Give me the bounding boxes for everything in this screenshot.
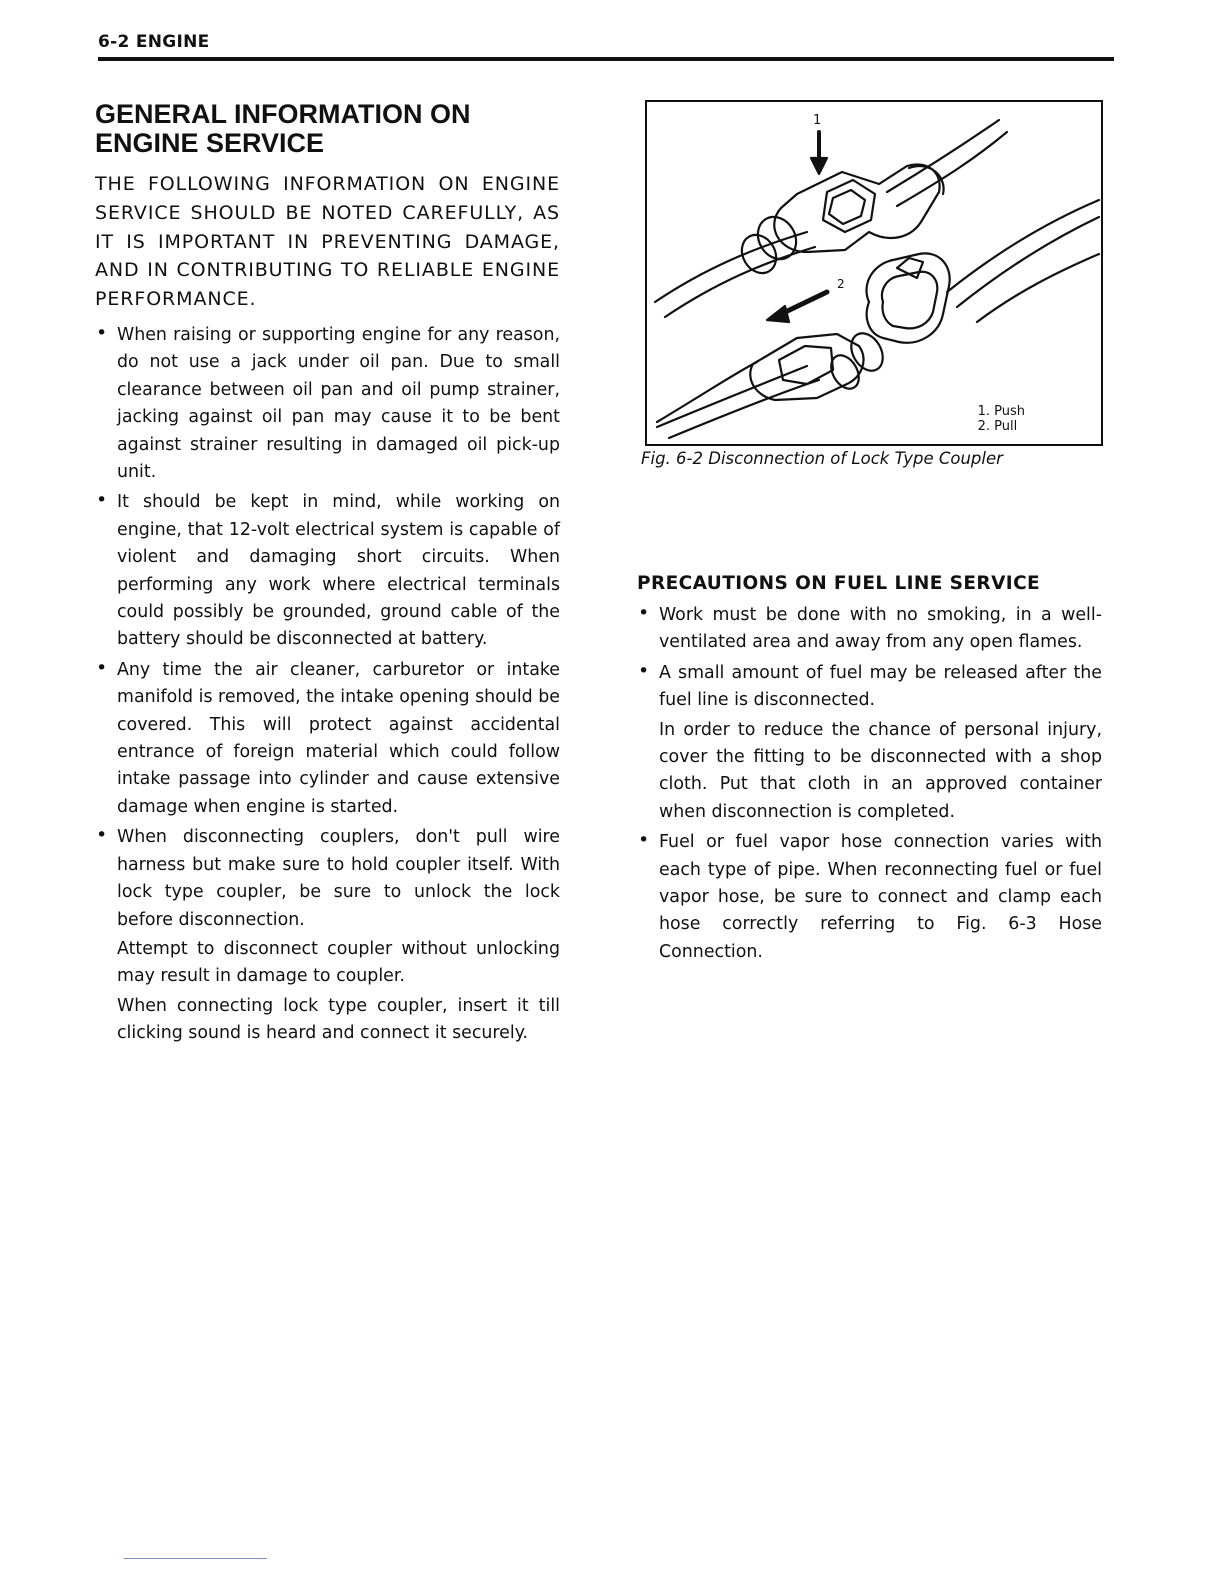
list-item-text: • Any time the air cleaner, carburetor or intake manifold is removed, the intake opening should be covered. This will protect against accidental entrance of foreign material which could follow intake passage into cylinder and cause extensive damage when engine is started. <box>117 659 560 817</box>
figure-caption: Fig. 6-2 Disconnection of Lock Type Coupler <box>641 449 1003 468</box>
callout-pull: 2. Pull <box>977 419 1018 434</box>
header-rule <box>98 57 1114 61</box>
fuel-line-heading: PRECAUTIONS ON FUEL LINE SERVICE <box>637 573 1041 594</box>
footer-underline <box>124 1558 267 1559</box>
list-item-text: • It should be kept in mind, while working on engine, that 12-volt electrical system is capable of violent and damaging short circuits. When performing any work where electrical terminals could possibly be grounded, ground cable of the battery should be disconnected at battery. <box>117 492 560 650</box>
list-item-note: When connecting lock type coupler, insert it till clicking sound is heard and connect it securely. <box>117 995 560 1044</box>
fuel-line-list <box>637 602 1102 966</box>
list-item <box>95 657 560 821</box>
left-column <box>95 100 560 1051</box>
list-item-text: • A small amount of fuel may be released after the fuel line is disconnected. <box>659 662 1102 711</box>
list-item-text: • When raising or supporting engine for any reason, do not use a jack under oil pan. Due to small clearance between oil pan and oil pump strainer, jacking against oil pan may cause it to be bent against strainer resulting in damaged oil pick-up unit. <box>117 324 560 483</box>
right-column <box>637 570 1102 969</box>
coupler-figure <box>645 100 1103 446</box>
list-item-text: • Work must be done with no smoking, in a well-ventilated area and away from any open flames. <box>659 605 1102 653</box>
coupler-illustration <box>647 102 1101 444</box>
section-heading-line-1: GENERAL INFORMATION ON <box>95 99 471 129</box>
section-heading-line-2: ENGINE SERVICE <box>95 128 325 158</box>
list-item <box>95 322 560 486</box>
section-heading <box>95 100 560 158</box>
list-item <box>637 660 1102 826</box>
list-item <box>95 489 560 653</box>
list-item-text: • Fuel or fuel vapor hose connection varies with each type of pipe. When reconnecting fuel or fuel vapor hose, be sure to connect and clamp each hose correctly referring to Fig. 6-3 Hose Connection. <box>659 832 1102 962</box>
intro-paragraph: THE FOLLOWING INFORMATION ON ENGINE SERVICE SHOULD BE NOTED CAREFULLY, AS IT IS IMPORTANT IN PREVENTING DAMAGE, AND IN CONTRIBUTING TO RELIABLE ENGINE PERFORMANCE. <box>95 173 560 311</box>
pull-marker-label: 2 <box>837 277 845 291</box>
push-marker-label: 1 <box>813 113 822 128</box>
list-item <box>95 824 560 1047</box>
list-item-note: In order to reduce the chance of personal injury, cover the fitting to be disconnected with a shop cloth. Put that cloth in an approved container when disconnection is completed. <box>659 719 1102 822</box>
list-item <box>637 829 1102 966</box>
page-header-label: 6-2 ENGINE <box>98 32 210 52</box>
list-item-text: • When disconnecting couplers, don't pull wire harness but make sure to hold coupler itself. With lock type coupler, be sure to unlock the lock before disconnection. <box>117 827 560 930</box>
figure-callouts <box>978 404 1025 434</box>
engine-service-list <box>95 322 560 1048</box>
list-item-note: Attempt to disconnect coupler without unlocking may result in damage to coupler. <box>117 938 560 987</box>
callout-push: 1. Push <box>977 404 1025 419</box>
list-item <box>637 602 1102 657</box>
